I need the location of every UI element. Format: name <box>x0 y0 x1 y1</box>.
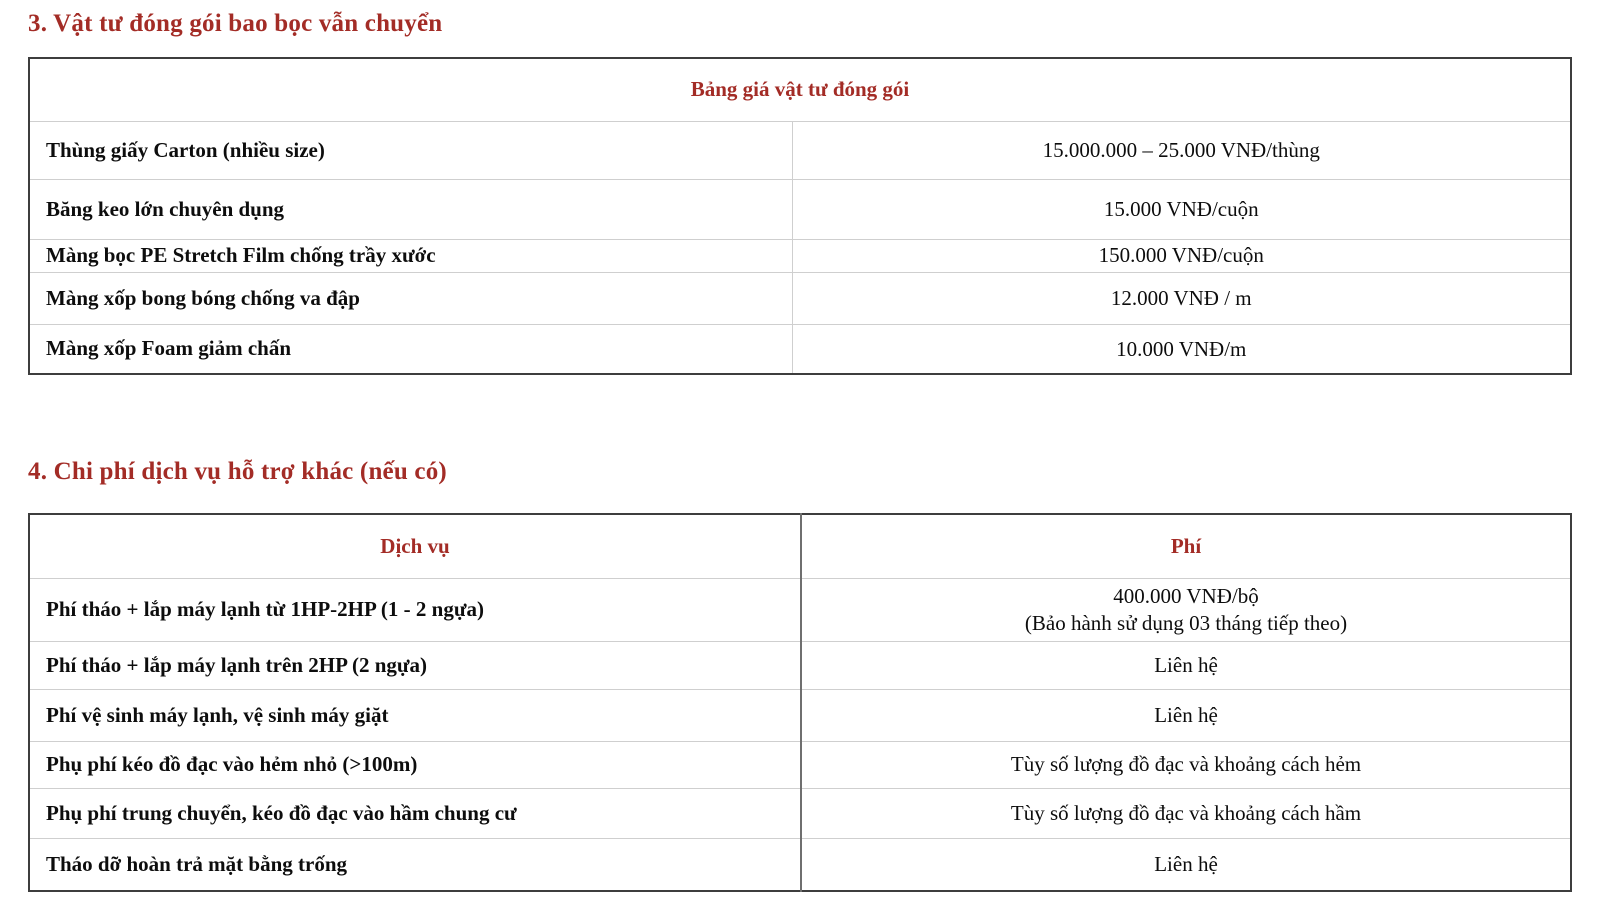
service-name: Phí tháo + lắp máy lạnh trên 2HP (2 ngựa) <box>29 641 801 689</box>
material-name: Băng keo lớn chuyên dụng <box>29 179 792 239</box>
material-price: 10.000 VNĐ/m <box>792 324 1571 374</box>
service-fee: Liên hệ <box>801 689 1571 741</box>
table-row <box>29 578 1571 641</box>
service-fee: Liên hệ <box>801 641 1571 689</box>
material-price: 15.000 VNĐ/cuộn <box>792 179 1571 239</box>
table-row <box>29 689 1571 741</box>
service-name: Phí tháo + lắp máy lạnh từ 1HP-2HP (1 - 2 ngựa) <box>29 578 801 641</box>
table-row <box>29 838 1571 891</box>
section-3-heading: 3. Vật tư đóng gói bao bọc vẫn chuyển <box>28 10 443 37</box>
table-row <box>29 179 1571 239</box>
packaging-table-title: Bảng giá vật tư đóng gói <box>29 58 1571 121</box>
table-row <box>29 788 1571 838</box>
material-price: 150.000 VNĐ/cuộn <box>792 239 1571 272</box>
table-row <box>29 641 1571 689</box>
fee-column-header: Phí <box>801 514 1571 578</box>
table-row <box>29 121 1571 179</box>
material-name: Màng xốp bong bóng chống va đập <box>29 272 792 324</box>
material-name: Màng bọc PE Stretch Film chống trầy xước <box>29 239 792 272</box>
service-fee: Tùy số lượng đồ đạc và khoảng cách hầm <box>801 788 1571 838</box>
table-title-row <box>29 58 1571 121</box>
support-services-fee-table <box>28 513 1572 892</box>
service-fee-amount: 400.000 VNĐ/bộ <box>1113 584 1259 609</box>
section-4-heading: 4. Chi phí dịch vụ hỗ trợ khác (nếu có) <box>28 458 447 485</box>
service-name: Phí vệ sinh máy lạnh, vệ sinh máy giặt <box>29 689 801 741</box>
table-row <box>29 741 1571 788</box>
material-price: 12.000 VNĐ / m <box>792 272 1571 324</box>
table-row <box>29 324 1571 374</box>
service-name: Phụ phí kéo đồ đạc vào hẻm nhỏ (>100m) <box>29 741 801 788</box>
service-column-header: Dịch vụ <box>29 514 801 578</box>
service-fee <box>801 578 1571 641</box>
table-row <box>29 272 1571 324</box>
service-fee-note: (Bảo hành sử dụng 03 tháng tiếp theo) <box>1024 610 1348 635</box>
service-name: Tháo dỡ hoàn trả mặt bằng trống <box>29 838 801 891</box>
material-name: Màng xốp Foam giảm chấn <box>29 324 792 374</box>
service-fee: Tùy số lượng đồ đạc và khoảng cách hẻm <box>801 741 1571 788</box>
packaging-materials-price-table <box>28 57 1572 375</box>
material-price: 15.000.000 – 25.000 VNĐ/thùng <box>792 121 1571 179</box>
table-row <box>29 239 1571 272</box>
service-name: Phụ phí trung chuyển, kéo đồ đạc vào hầm chung cư <box>29 788 801 838</box>
table-header-row <box>29 514 1571 578</box>
service-fee: Liên hệ <box>801 838 1571 891</box>
material-name: Thùng giấy Carton (nhiều size) <box>29 121 792 179</box>
